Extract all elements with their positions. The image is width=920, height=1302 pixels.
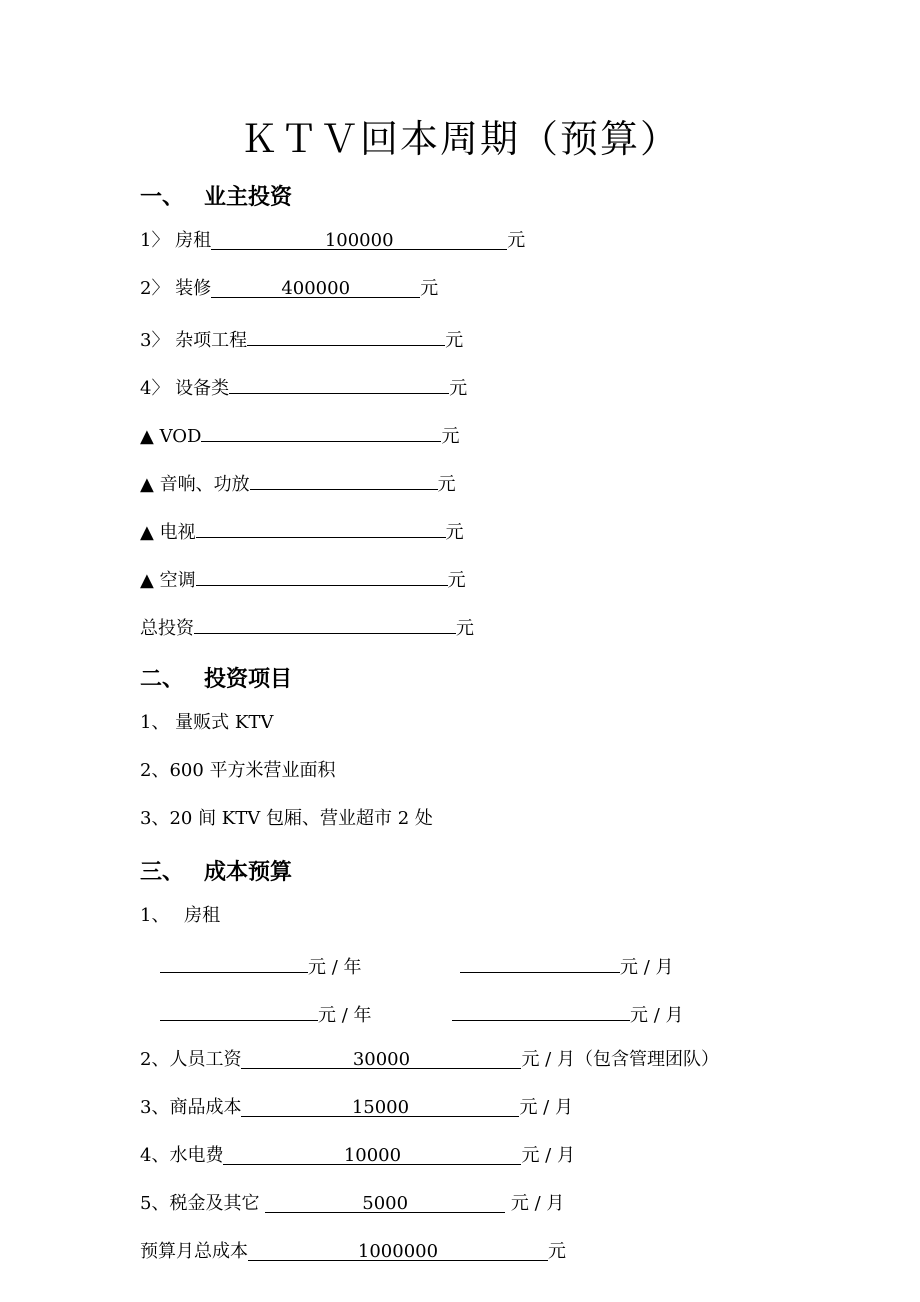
cost-salary-line [140, 1048, 719, 1072]
field-label: 2〉 装修 [140, 278, 212, 299]
section-heading-investment [140, 180, 292, 211]
field-unit: 元 [456, 618, 474, 639]
rent-month-unit: 元 / 月 [630, 1005, 684, 1026]
rent-year-unit: 元 / 年 [318, 1005, 372, 1026]
field-unit: 元 [441, 426, 460, 447]
field-label: 1〉 房租 [140, 230, 212, 251]
investment-decoration-line [140, 277, 438, 301]
salary-value: 30000 [241, 1048, 521, 1069]
field-unit: 元 / 月 [519, 1097, 573, 1118]
equipment-vod-line [140, 421, 459, 449]
decoration-value: 400000 [211, 277, 420, 298]
rent-value: 100000 [211, 229, 507, 250]
field-unit: 元 [420, 278, 439, 299]
investment-rent-line [140, 229, 525, 253]
field-label: 4〉 设备类 [140, 378, 230, 399]
field-unit: 元 [507, 230, 526, 251]
field-label: ▲ 空调 [140, 570, 196, 591]
vod-value [201, 421, 441, 442]
field-label: 总投资 [140, 618, 194, 639]
section-number: 二、 [140, 667, 185, 692]
rent-month-blank [460, 952, 620, 973]
rent-row [460, 952, 674, 980]
field-unit: 元 [445, 522, 464, 543]
field-label: ▲ 音响、功放 [140, 474, 250, 495]
investment-misc-line [140, 325, 463, 353]
field-unit: 元 [447, 570, 466, 591]
field-unit: 元 / 月（包含管理团队） [521, 1049, 719, 1070]
cost-goods-line [140, 1096, 573, 1120]
misc-value [247, 325, 445, 346]
field-label: ▲ 电视 [140, 522, 196, 543]
equipment-value [229, 373, 449, 394]
total-monthly-cost-line [140, 1240, 566, 1264]
project-item: 1、 量贩式 KTV [140, 712, 274, 733]
field-unit: 元 [437, 474, 456, 495]
investment-equipment-line [140, 373, 467, 401]
field-label: ▲ VOD [140, 426, 202, 447]
section-title: 成本预算 [204, 860, 293, 885]
section-title: 业主投资 [204, 185, 293, 210]
project-item: 2、600 平方米营业面积 [140, 760, 336, 781]
audio-value [250, 469, 438, 490]
section-number: 一、 [140, 185, 185, 210]
cost-rent-label: 1、 房租 [140, 905, 221, 926]
rent-row [452, 1000, 684, 1028]
field-label: 预算月总成本 [140, 1241, 248, 1262]
section-heading-project [140, 662, 292, 693]
project-item: 3、20 间 KTV 包厢、营业超市 2 处 [140, 808, 433, 829]
field-unit: 元 [445, 330, 464, 351]
total-investment-line [140, 613, 474, 641]
field-unit: 元 [548, 1241, 566, 1262]
total-monthly-cost-value: 1000000 [248, 1240, 548, 1261]
utilities-value: 10000 [223, 1144, 521, 1165]
rent-year-blank [160, 1000, 318, 1021]
field-unit: 元 / 月 [521, 1145, 575, 1166]
rent-year-blank [160, 952, 308, 973]
field-label: 3、商品成本 [140, 1097, 242, 1118]
field-label: 4、水电费 [140, 1145, 224, 1166]
field-unit: 元 / 月 [505, 1193, 565, 1214]
page-title: ＫＴＶ回本周期（预算） [239, 117, 680, 161]
ac-value [196, 565, 448, 586]
section-heading-cost [140, 855, 292, 886]
equipment-tv-line [140, 517, 464, 545]
goods-value: 15000 [241, 1096, 519, 1117]
field-label: 3〉 杂项工程 [140, 330, 248, 351]
field-label: 2、人员工资 [140, 1049, 242, 1070]
section-number: 三、 [140, 860, 185, 885]
field-unit: 元 [449, 378, 468, 399]
equipment-ac-line [140, 565, 466, 593]
tv-value [196, 517, 446, 538]
cost-tax-line [140, 1192, 564, 1216]
rent-row [160, 1000, 372, 1028]
rent-row [160, 952, 362, 980]
field-label: 5、税金及其它 [140, 1193, 266, 1214]
rent-month-unit: 元 / 月 [620, 957, 674, 978]
section-title: 投资项目 [204, 667, 293, 692]
rent-year-unit: 元 / 年 [308, 957, 362, 978]
tax-value: 5000 [265, 1192, 505, 1213]
equipment-audio-line [140, 469, 456, 497]
total-investment-value [194, 613, 456, 634]
cost-utilities-line [140, 1144, 575, 1168]
rent-month-blank [452, 1000, 630, 1021]
